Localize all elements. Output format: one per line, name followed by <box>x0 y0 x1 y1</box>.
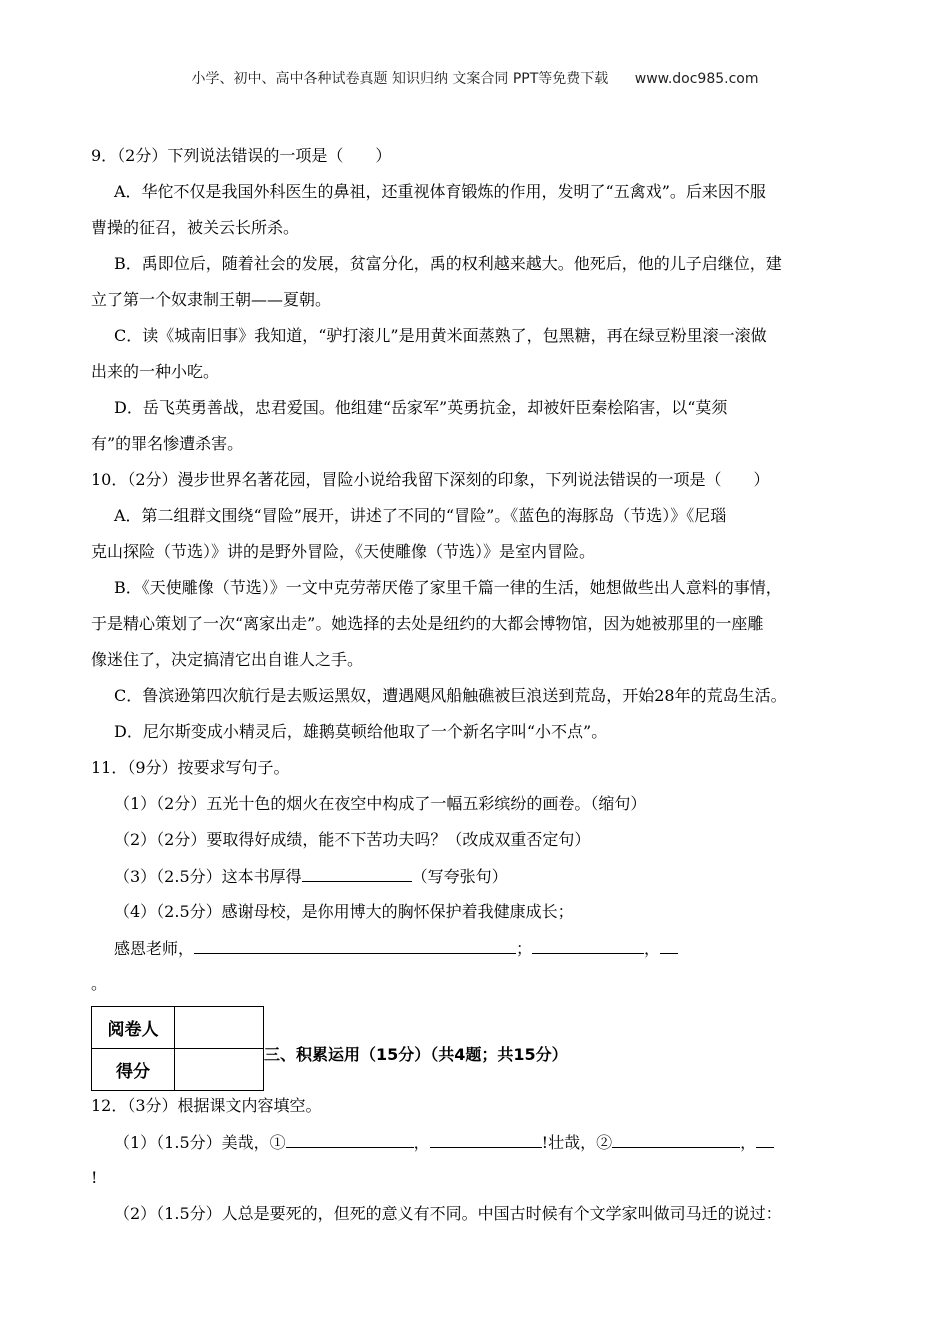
answer-blank[interactable] <box>756 1132 774 1148</box>
q11-sub4: （4）（2.5分）感谢母校，是你用博大的胸怀保护着我健康成长； <box>114 902 574 921</box>
q10-option-a-line2: 克山探险（节选）》讲的是野外冒险，《天使雕像（节选）》是室内冒险。 <box>91 542 596 561</box>
q10-option-b-line1: B．《天使雕像（节选）》一文中克劳蒂厌倦了家里千篇一律的生活，她想做些出人意料的事情， <box>114 578 782 597</box>
question-9-title: 9．（2分）下列说法错误的一项是（ ） <box>91 146 392 165</box>
question-10-title: 10．（2分）漫步世界名著花园，冒险小说给我留下深刻的印象，下列说法错误的一项是（ ） <box>91 470 770 489</box>
q12-sub1 <box>114 1132 774 1153</box>
separator: ； <box>516 939 533 958</box>
q11-end-mark: 。 <box>91 974 108 993</box>
score-cell[interactable] <box>175 1049 264 1091</box>
q10-option-b-line3: 像迷住了，决定搞清它出自谁人之手。 <box>91 650 364 669</box>
answer-blank[interactable] <box>194 938 516 954</box>
q12-sub2: （2）（1.5分）人总是要死的，但死的意义有不同。中国古时候有个文学家叫做司马迁的说过： <box>114 1204 782 1223</box>
q9-option-a-line1: A．华佗不仅是我国外科医生的鼻祖，还重视体育锻炼的作用，发明了“五禽戏”。后来因不服 <box>114 182 766 201</box>
page-header <box>0 68 950 88</box>
answer-blank[interactable] <box>430 1132 542 1148</box>
score-table <box>91 1006 264 1091</box>
answer-blank[interactable] <box>612 1132 740 1148</box>
q10-option-b-line2: 于是精心策划了一次“离家出走”。她选择的去处是纽约的大都会博物馆，因为她被那里的一座雕 <box>91 614 764 633</box>
question-11-title: 11．（9分）按要求写句子。 <box>91 758 290 777</box>
answer-blank[interactable] <box>302 866 412 882</box>
q12-sub1-end-mark: ! <box>91 1168 98 1187</box>
q10-option-d: D．尼尔斯变成小精灵后，雄鹅莫顿给他取了一个新名字叫“小不点”。 <box>114 722 608 741</box>
q11-sub3-suffix: （写夸张句） <box>411 867 508 886</box>
q11-sub2: （2）（2分）要取得好成绩，能不下苦功夫吗？（改成双重否定句） <box>114 830 591 849</box>
q10-option-c: C．鲁滨逊第四次航行是去贩运黑奴，遭遇飓风船触礁被巨浪送到荒岛，开始28年的荒岛生活。 <box>114 686 787 705</box>
reviewer-label: 阅卷人 <box>92 1007 175 1049</box>
q11-sub4-prefix: 感恩老师， <box>114 939 195 958</box>
q9-option-b-line2: 立了第一个奴隶制王朝——夏朝。 <box>91 290 332 309</box>
q9-option-b-line1: B．禹即位后，随着社会的发展，贫富分化，禹的权利越来越大。他死后，他的儿子启继位，建 <box>114 254 782 273</box>
answer-blank[interactable] <box>286 1132 414 1148</box>
header-site: www.doc985.com <box>634 71 759 87</box>
q11-sub3-prefix: （3）（2.5分）这本书厚得 <box>114 867 302 886</box>
separator: ， <box>413 1133 430 1152</box>
q9-option-d-line2: 有”的罪名惨遭杀害。 <box>91 434 244 453</box>
separator: ， <box>644 939 661 958</box>
section-title: 三、积累运用（15分）（共4题；共15分） <box>264 1045 568 1064</box>
q9-option-a-line2: 曹操的征召，被关云长所杀。 <box>91 218 300 237</box>
q12-sub1-prefix: （1）（1.5分）美哉，① <box>114 1133 286 1152</box>
answer-blank[interactable] <box>660 938 678 954</box>
header-text: 小学、初中、高中各种试卷真题 知识归纳 文案合同 PPT等免费下载 <box>191 71 609 87</box>
separator: ， <box>740 1133 757 1152</box>
q10-option-a-line1: A．第二组群文围绕“冒险”展开，讲述了不同的“冒险”。《蓝色的海豚岛（节选）》《尼瑙 <box>114 506 727 525</box>
answer-blank[interactable] <box>532 938 644 954</box>
score-label: 得分 <box>92 1049 175 1091</box>
q9-option-c-line1: C．读《城南旧事》我知道，“驴打滚儿”是用黄米面蒸熟了，包黑糖，再在绿豆粉里滚一滚做 <box>114 326 767 345</box>
question-12-title: 12．（3分）根据课文内容填空。 <box>91 1096 322 1115</box>
q9-option-c-line2: 出来的一种小吃。 <box>91 362 220 381</box>
q9-option-d-line1: D．岳飞英勇善战，忠君爱国。他组建“岳家军”英勇抗金，却被奸臣秦桧陷害，以“莫须 <box>114 398 728 417</box>
q11-sub3 <box>114 866 508 887</box>
reviewer-cell[interactable] <box>175 1007 264 1049</box>
q11-sub4-fill <box>114 938 678 959</box>
q12-sub1-middle: !壮哉，② <box>541 1133 613 1152</box>
q11-sub1: （1）（2分）五光十色的烟火在夜空中构成了一幅五彩缤纷的画卷。（缩句） <box>114 794 647 813</box>
